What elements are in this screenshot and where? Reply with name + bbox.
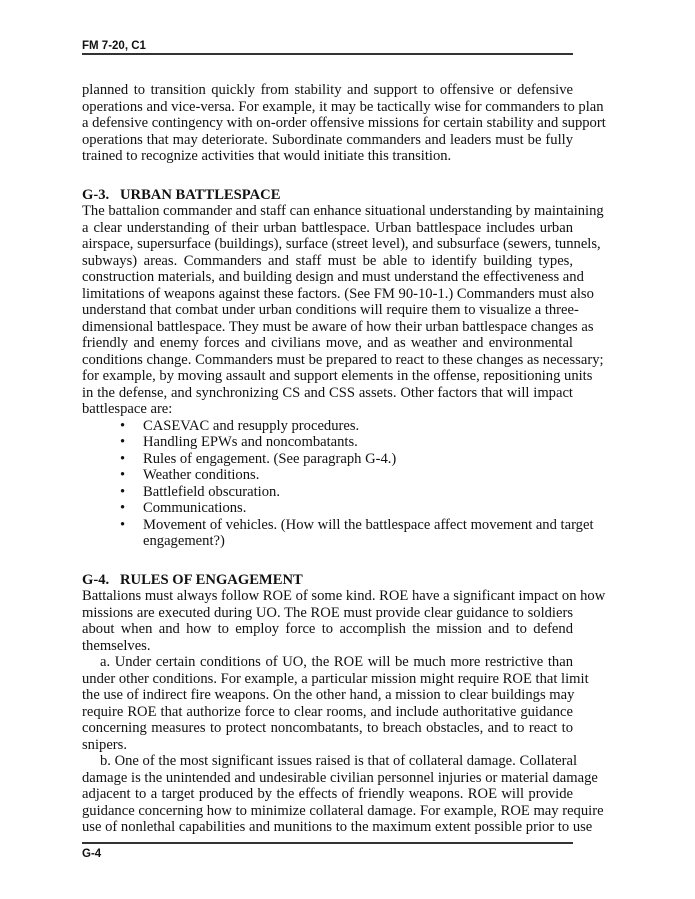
section-title: URBAN BATTLESPACE [120, 186, 281, 203]
section-heading-g4 [82, 572, 573, 589]
text-line: a clear understanding of their urban battlespace. Urban battlespace includes urban [82, 219, 573, 236]
text-line: conditions change. Commanders must be prepared to react to these changes as necessary; [82, 351, 604, 368]
page-body [82, 82, 606, 836]
text-line: use of nonlethal capabilities and munitions to the maximum extent possible prior to use [82, 819, 593, 835]
running-header: FM 7-20, C1 [82, 40, 146, 52]
list-item-text: Communications. [143, 500, 247, 516]
text-line: construction materials, and building design and must understand the effectiveness and [82, 269, 584, 285]
list-item-text: engagement?) [143, 533, 225, 549]
text-line: guidance concerning how to minimize collateral damage. For example, ROE may require [82, 802, 604, 819]
spacer [82, 165, 573, 187]
list-item-text: Battlefield obscuration. [143, 483, 280, 500]
text-line: trained to recognize activities that would initiate this transition. [82, 148, 452, 164]
text-line: the use of indirect fire weapons. On the other hand, a mission to clear buildings may [82, 687, 575, 703]
text-line: friendly and enemy forces and civilians move, and as weather and environmental [82, 335, 573, 351]
text-line: concerning measures to protect noncombatants, to breach obstacles, and to react to [82, 720, 573, 736]
g4-subparagraph-b [82, 753, 604, 836]
section-title: RULES OF ENGAGEMENT [120, 571, 303, 588]
text-line: damage is the unintended and undesirable civilian personnel injuries or material damage [82, 769, 598, 786]
g3-paragraph [82, 203, 604, 418]
text-line: airspace, supersurface (buildings), surface (street level), and subsurface (sewers, tunnels, [82, 236, 601, 252]
text-line: adjacent to a target produced by the effects of friendly weapons. ROE will provide [82, 786, 573, 802]
bullet-icon: • [120, 516, 126, 533]
text-line: limitations of weapons against these factors. (See FM 90-10-1.) Commanders must also [82, 285, 594, 302]
list-item [82, 418, 573, 435]
list-item-text: Handling EPWs and noncombatants. [143, 434, 358, 450]
intro-paragraph [82, 82, 606, 165]
text-line: battlespace are: [82, 401, 173, 417]
text-line: operations and vice-versa. For example, it may be tactically wise for commanders to plan [82, 98, 604, 115]
text-line: under other conditions. For example, a particular mission might require ROE that limit [82, 670, 589, 687]
section-number: G-4. [82, 571, 110, 588]
g4-subparagraph-a [82, 654, 589, 753]
spacer [82, 550, 573, 572]
list-item-text: Movement of vehicles. (How will the battlespace affect movement and target [143, 516, 594, 533]
text-line: in the defense, and synchronizing CS and CSS assets. Other factors that will impact [82, 384, 573, 401]
text-line: b. One of the most significant issues raised is that of collateral damage. Collateral [100, 753, 577, 769]
list-item-text: Weather conditions. [143, 467, 260, 483]
bullet-icon: • [120, 467, 126, 483]
section-heading-g3 [82, 187, 573, 204]
footer-rule [82, 842, 573, 844]
text-line: about when and how to employ force to accomplish the mission and to defend [82, 621, 573, 637]
text-line: a defensive contingency with on-order offensive missions for certain stability and support [82, 115, 606, 131]
g4-paragraph [82, 588, 606, 654]
list-item-text: Rules of engagement. (See paragraph G-4.) [143, 450, 397, 467]
list-item [82, 516, 594, 550]
bullet-icon: • [120, 450, 126, 467]
list-item [82, 434, 573, 451]
text-line: subways) areas. Commanders and staff must be able to identify building types, [82, 252, 573, 269]
text-line: The battalion commander and staff can enhance situational understanding by maintaining [82, 203, 604, 219]
header-rule [82, 53, 573, 55]
text-line: snipers. [82, 736, 127, 753]
text-line: understand that combat under urban conditions will require them to visualize a three- [82, 302, 579, 318]
factor-list [82, 417, 594, 550]
bullet-icon: • [120, 483, 126, 500]
text-line: operations that may deteriorate. Subordinate commanders and leaders must be fully [82, 131, 573, 148]
text-line: require ROE that authorize force to clear rooms, and include authoritative guidance [82, 703, 573, 720]
text-line: missions are executed during UO. The ROE must provide clear guidance to soldiers [82, 604, 573, 621]
list-item [82, 451, 573, 468]
text-line: planned to transition quickly from stability and support to offensive or defensive [82, 82, 573, 98]
text-line: dimensional battlespace. They must be aware of how their urban battlespace changes as [82, 318, 594, 335]
text-line: themselves. [82, 637, 151, 654]
list-item [82, 467, 573, 484]
list-item-text: CASEVAC and resupply procedures. [143, 417, 360, 434]
bullet-icon: • [120, 434, 126, 450]
text-line: Battalions must always follow ROE of some kind. ROE have a significant impact on how [82, 588, 606, 604]
page-number: G-4 [82, 848, 102, 860]
text-line: a. Under certain conditions of UO, the ROE will be much more restrictive than [100, 654, 573, 670]
list-item [82, 500, 573, 517]
bullet-icon: • [120, 500, 126, 516]
bullet-icon: • [120, 417, 126, 434]
text-line: for example, by moving assault and support elements in the offense, repositioning units [82, 368, 593, 384]
list-item [82, 484, 573, 501]
section-number: G-3. [82, 186, 110, 203]
